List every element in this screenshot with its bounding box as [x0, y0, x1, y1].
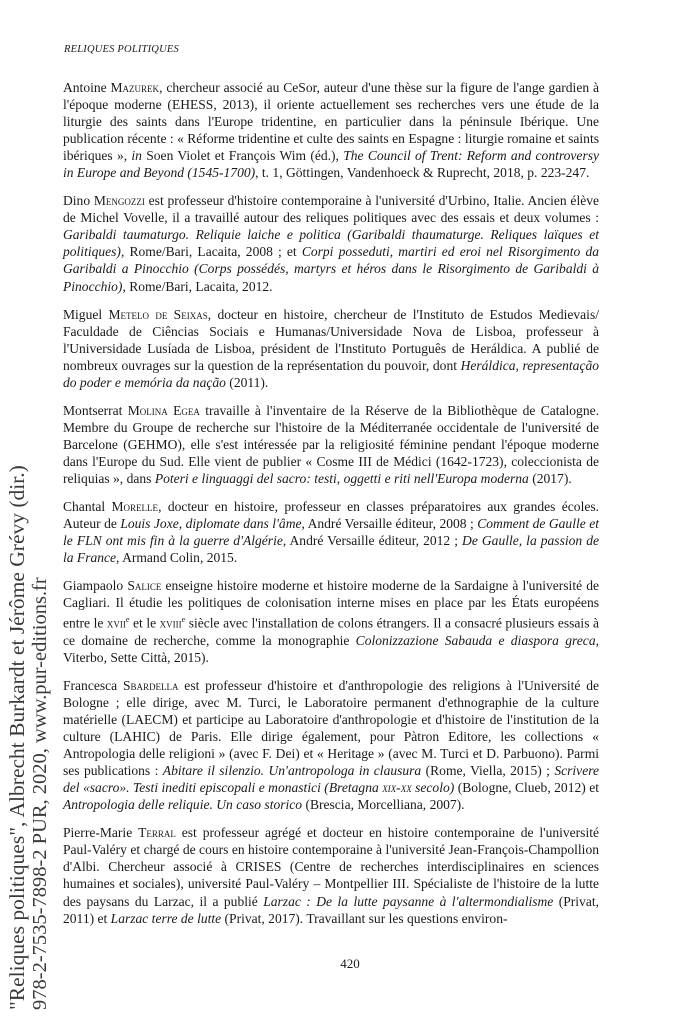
title-text: Larzac : De la lutte paysanne à l'altermondialisme	[263, 893, 554, 909]
page-number: 420	[340, 956, 360, 971]
body-text: Antoine	[63, 80, 111, 95]
body-text: Chantal	[63, 499, 112, 515]
entry-salice	[63, 577, 599, 666]
name-text: xviii	[159, 615, 182, 631]
superscript-text: e	[125, 615, 130, 625]
body-text: , Rome/Bari, Lacaita, 2008 ; et	[120, 244, 302, 260]
title-text: Louis Joxe, diplomate dans l'âme	[120, 516, 302, 532]
name-text: Morelle	[111, 499, 159, 515]
name-text: Mazurek	[110, 80, 160, 95]
body-text: , André Versaille éditeur, 2008 ;	[301, 516, 478, 532]
body-text: Montserrat	[63, 402, 128, 418]
superscript-text: e	[181, 615, 186, 625]
name-text: Metelo de Seixas	[108, 306, 208, 322]
body-text: (Privat, 2011) et	[63, 893, 599, 926]
body-text: Giampaolo	[63, 578, 128, 594]
title-text: Antropologia delle reliquie. Un caso storico	[63, 797, 303, 813]
name-text: Terral	[138, 825, 176, 841]
body-text: (Privat, 2017). Travaillant sur les questions environ-	[221, 910, 508, 926]
body-text: Miguel	[63, 306, 109, 322]
body-text: siècle avec l'installation de colons étrangers. Il a consacré plusieurs essais à ce domaine de recherche, comme la monographie	[63, 615, 600, 648]
title-text: Larzac terre de lutte	[110, 910, 222, 926]
title-text: Colonizzazione Sabauda e diaspora greca	[355, 632, 596, 648]
name-text: Molina Egea	[127, 402, 200, 418]
title-text: Comment de Gaulle et le FLN ont mis fin à la guerre d'Algérie	[63, 516, 599, 549]
title-text: Scrivere del «sacro». Testi inediti episcopali e monastici (Bretagna	[63, 763, 599, 796]
body-text: (2011).	[225, 374, 269, 390]
watermark-title-line: "Reliques politiques", Albrecht Burkardt et Jérôme Grévy (dir.)	[5, 465, 29, 1010]
body-text: , Armand Colin, 2015.	[116, 550, 238, 566]
body-text: (Brescia, Morcelliana, 2007).	[302, 797, 465, 813]
body-text: (2017).	[528, 470, 572, 486]
body-text: est professeur agrégé et docteur en histoire contemporaine de l'université Paul-Valéry et chargé de cours en histoire contemporaine à l'université Jean-François-Champollion d'Albi. Chercheur associé à CRISES (Centre de recherches interdisciplinaires en sciences humaines et sociales), université Paul-Valéry – Montpellier III. Spécialiste de l'histoire de la lutte des paysans du Larzac, il a publié	[63, 825, 599, 909]
copyright-watermark	[6, 465, 52, 1010]
title-text: in	[131, 148, 142, 164]
entry-terral	[63, 824, 599, 926]
body-text: Francesca	[63, 677, 123, 693]
title-text: Heráldica, representação do poder e memória da nação	[63, 357, 600, 390]
entry-metelo-de-seixas	[63, 306, 599, 391]
entry-molina-egea	[63, 402, 599, 487]
title-text: Poteri e linguaggi del sacro: testi, oggetti e riti nell'Europa moderna	[154, 470, 529, 486]
body-text: Pierre-Marie	[63, 825, 139, 841]
name-text: Sbardella	[122, 677, 179, 693]
body-text: , docteur en histoire, chercheur de l'Instituto de Estudos Medievais/ Faculdade de Ciências Sociais e Humanas/Universidade Nova de Lisboa, professeur à l'Universidade Lusíada de Lisboa, président de l'Instituto Português de Heráldica. A publié de nombreux ouvrages sur la question de la représentation du pouvoir, dont	[63, 306, 599, 373]
name-text: Mengozzi	[93, 193, 145, 209]
body-text: est professeur d'histoire et d'anthropologie des religions à l'Université de Bologne ; elle dirige, avec M. Turci, le Laboratoire permanent d'ethnographie de la culture matérielle (LAECM) et participe au Laboratoire d'anthropologie et d'histoire de l'institution de la culture (LAHIC) de Paris. Elle dirige également, pour Pàtron Editore, les collections « Antropologia delle religioni » (avec F. Dei) et « Heritage » (avec M. Turci et D. Parbuono). Parmi ses publications :	[63, 677, 599, 779]
title-text: secolo)	[411, 780, 455, 796]
body-text: enseigne histoire moderne et histoire moderne de la Sardaigne à l'université de Cagliari. Il étudie les politiques de colonisation interne mises en place par les États européens entre le	[63, 578, 599, 631]
entry-morelle	[63, 498, 599, 566]
body-text: (Rome, Viella, 2015) ;	[421, 763, 555, 779]
name-text: xvii	[106, 615, 126, 631]
body-text: , docteur en histoire, professeur en classes préparatoires aux grandes écoles. Auteur de	[63, 499, 599, 532]
running-head: RELIQUES POLITIQUES	[64, 44, 179, 55]
body-text: travaille à l'inventaire de la Réserve de la Bibliothèque de Catalogne. Membre du Groupe de recherche sur l'histoire de la Méditerranée occidentale de l'université de Barcelone (GEHMO), elle s'est intéressée par la religiosité féminine pendant l'époque moderne dans l'Europe du Sud. Elle vient de publier « Cosme III de Médici (1642-1723), coleccionista de reliquias », dans	[63, 402, 599, 486]
title-text: Corpi posseduti, martiri ed eroi nel Risorgimento da Garibaldi a Pinocchio (Corps possédés, martyrs et héros dans le Risorgimento de Garibaldi à Pinocchio)	[63, 244, 599, 294]
entry-mengozzi	[63, 192, 599, 294]
body-text: , André Versaille éditeur, 2012 ;	[282, 533, 463, 549]
body-text: , t. 1, Göttingen, Vandenhoeck & Ruprecht, 2018, p. 223-247.	[255, 165, 590, 181]
body-text: est professeur d'histoire contemporaine à l'université d'Urbino, Italie. Ancien élève de Michel Vovelle, il a travaillé autour des reliques politiques avec des essais et deux volumes :	[63, 193, 600, 226]
title-text: The Council of Trent: Reform and controversy in Europe and Beyond (1545-1700)	[63, 148, 599, 181]
title-text: Garibaldi taumaturgo. Reliquie laiche e politica (Garibaldi thaumaturge. Reliques laïques et politiques)	[63, 227, 599, 260]
body-text: Dino	[63, 193, 94, 209]
body-text: , Viterbo, Sette Città, 2015).	[63, 632, 599, 665]
title-text: De Gaulle, la passion de la France	[63, 533, 599, 566]
body-text: et le	[129, 615, 160, 631]
watermark-isbn-line: 978-2-7535-7898-2 PUR, 2020, www.pur-editions.fr	[29, 577, 51, 1010]
body-text: , chercheur associé au CeSor, auteur d'une thèse sur la figure de l'ange gardien à l'époque moderne (EHESS, 2013), il oriente actuellement ses recherches vers une étude de la liturgie des saints dans l'Europe tridentine, en particulier dans la péninsule Ibérique. Une publication récente : « Réforme tridentine et culte des saints en Espagne : liturgie romaine et saints ibériques »,	[63, 80, 599, 164]
entry-sbardella	[63, 677, 599, 813]
body-text: Soen Violet et François Wim (éd.),	[141, 148, 344, 164]
body-text: (Bologne, Clueb, 2012) et	[454, 780, 599, 796]
title-text: Abitare il silenzio. Un'antropologa in clausura	[162, 763, 422, 779]
name-text: Salice	[127, 578, 162, 594]
contributors-list	[63, 79, 599, 938]
title-text: xix-xx	[382, 780, 412, 796]
body-text: , Rome/Bari, Lacaita, 2012.	[122, 278, 273, 294]
entry-mazurek	[63, 79, 599, 181]
